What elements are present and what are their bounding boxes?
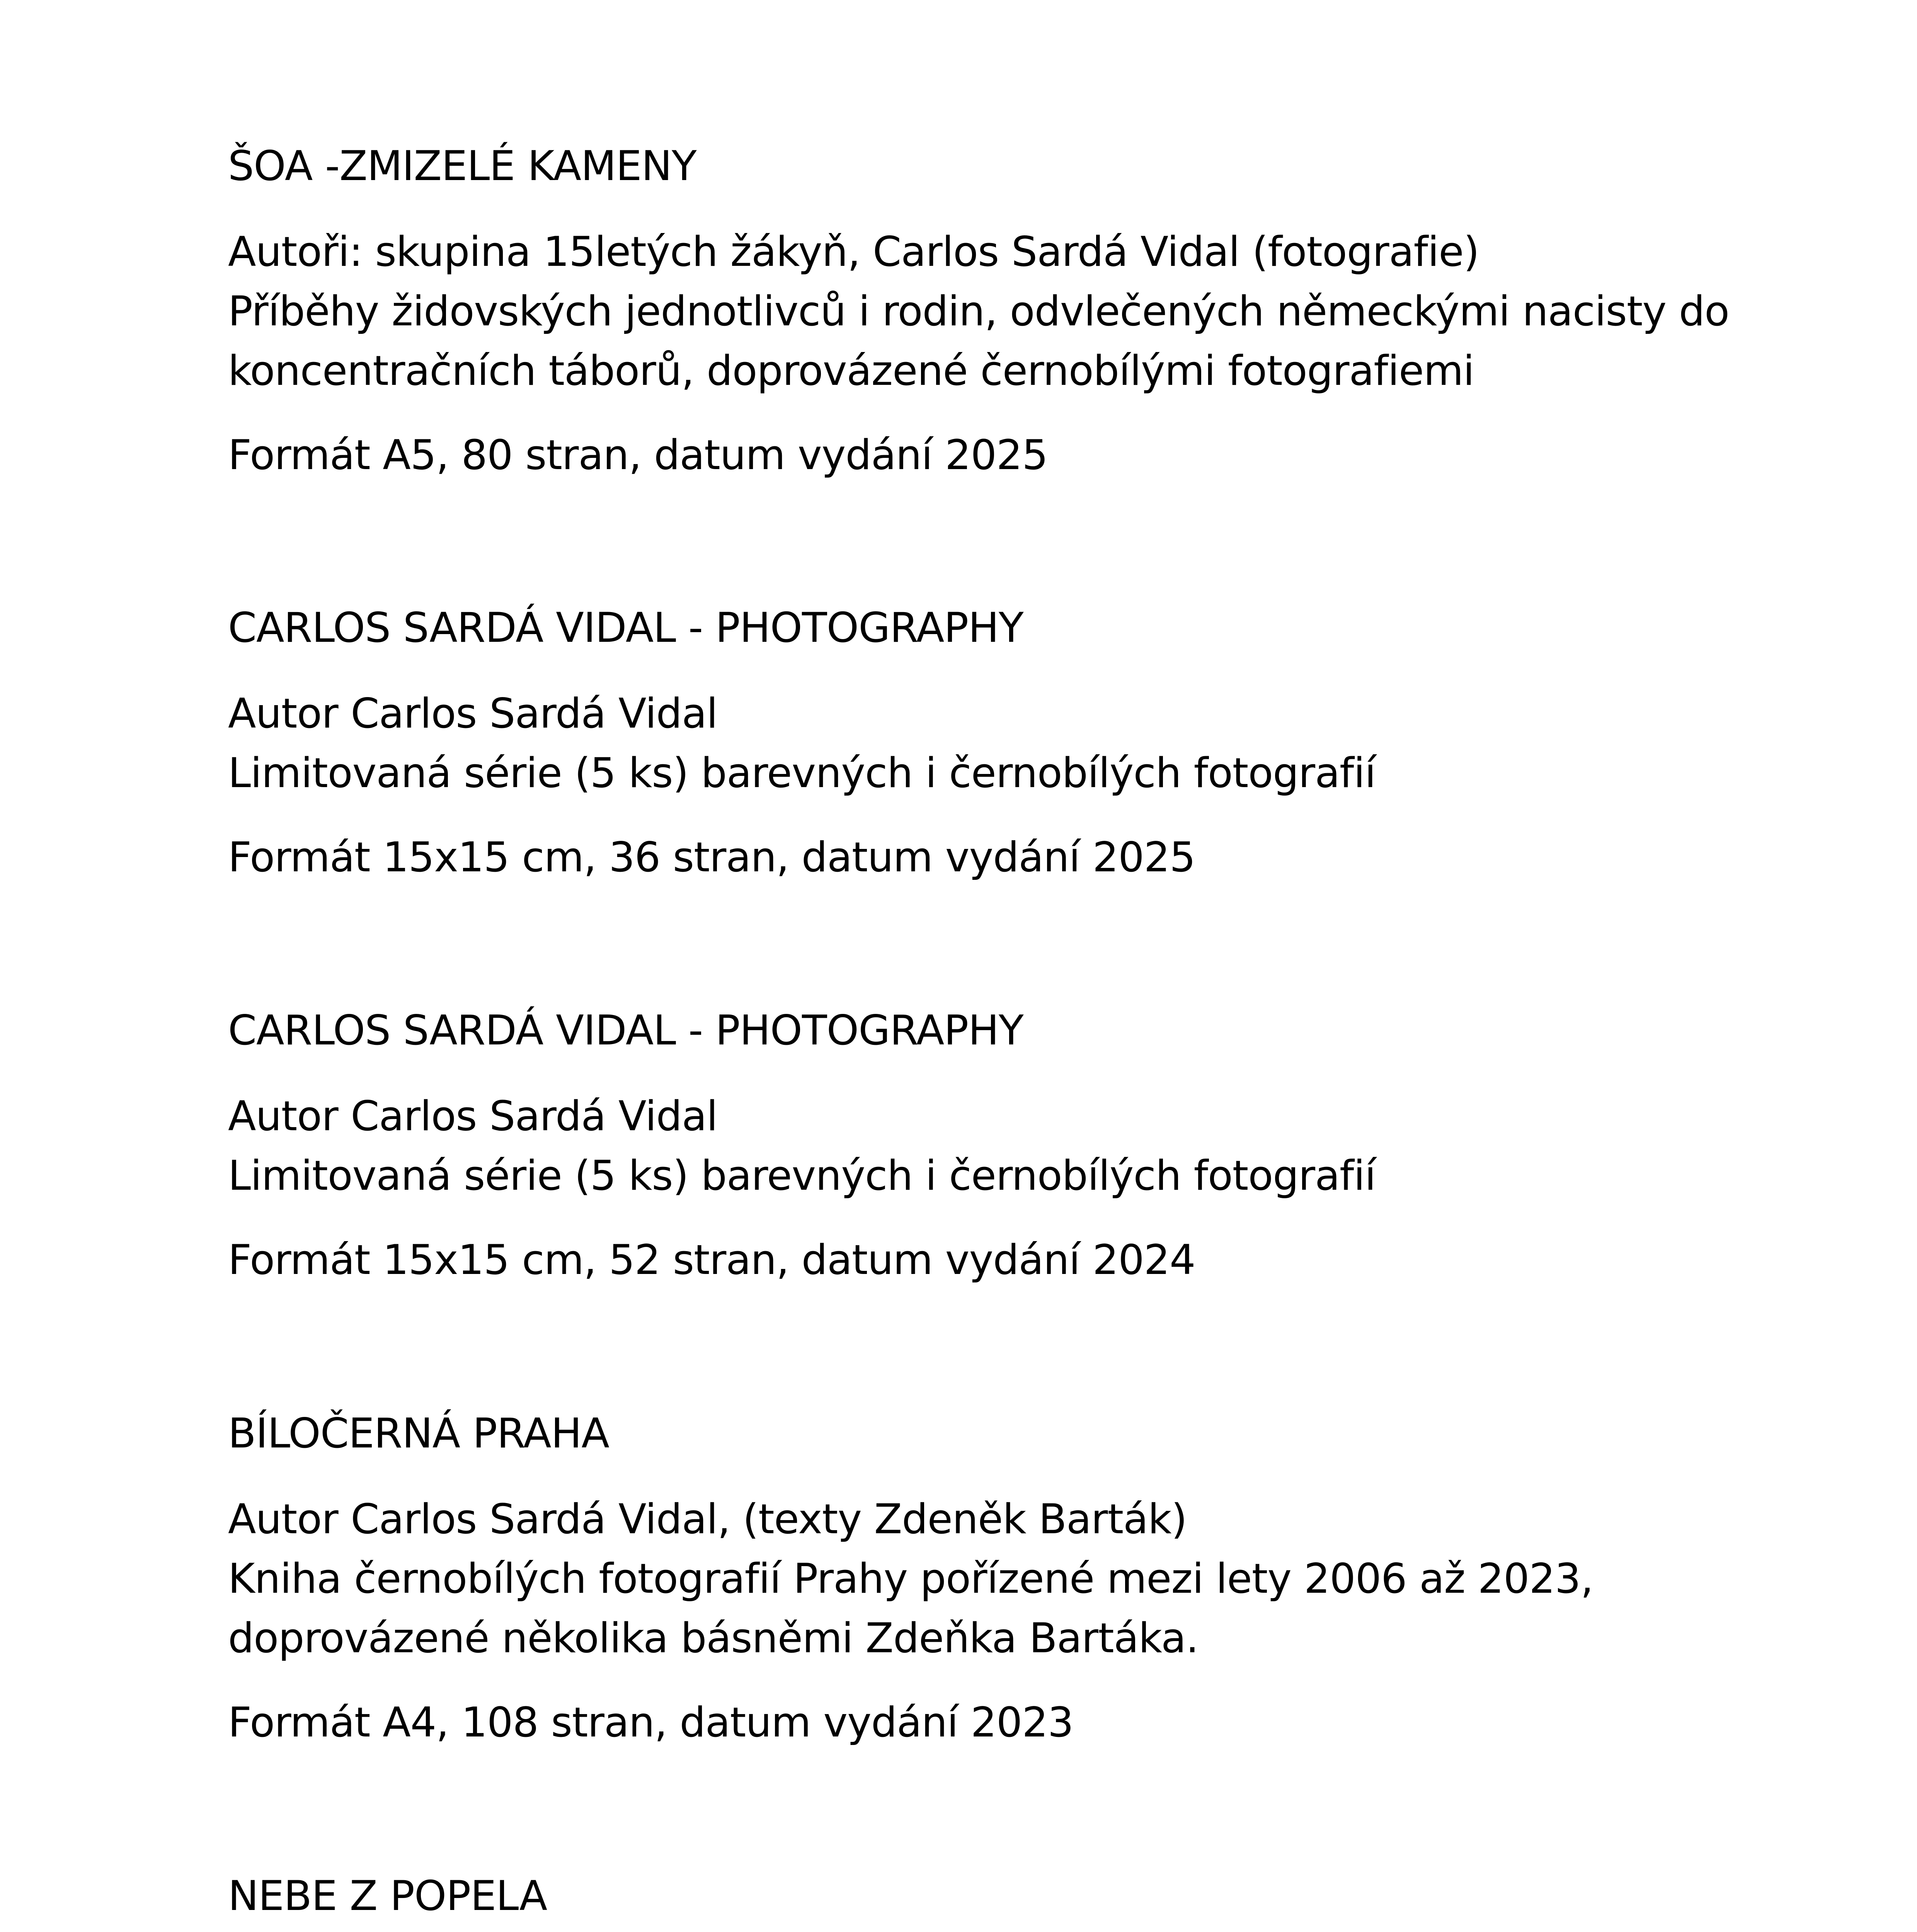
publication-description: [228, 222, 1735, 401]
publication-description-line: doprovázené několika básněmi Zdeňka Bartáka.: [228, 1614, 1199, 1662]
publication-authors: Autor Carlos Sardá Vidal: [228, 1092, 718, 1140]
publication-format: Formát A5, 80 stran, datum vydání 2025: [228, 431, 1048, 479]
publication-description-line: Kniha černobílých fotografií Prahy pořízené mezi lety 2006 až 2023,: [228, 1555, 1594, 1602]
publication-format: Formát 15x15 cm, 36 stran, datum vydání 2025: [228, 833, 1195, 881]
publication-authors: Autor Carlos Sardá Vidal, (texty Zdeněk Barták): [228, 1495, 1187, 1543]
publication-carlos-sarda-vidal-photography-2025: [228, 599, 1735, 886]
publication-title: CARLOS SARDÁ VIDAL - PHOTOGRAPHY: [228, 1007, 1023, 1054]
publication-description-line: koncentračních táborů, doprovázené černobílými fotografiemi: [228, 347, 1474, 395]
publication-description-line: Limitovaná série (5 ks) barevných i černobílých fotografií: [228, 1152, 1376, 1199]
publication-title: CARLOS SARDÁ VIDAL - PHOTOGRAPHY: [228, 604, 1023, 651]
publication-title: BÍLOČERNÁ PRAHA: [228, 1410, 609, 1457]
publication-title: ŠOA -ZMIZELÉ KAMENY: [228, 142, 696, 190]
publication-description: [228, 1087, 1735, 1206]
publication-authors: Autoři: skupina 15letých žákyň, Carlos Sardá Vidal (fotografie): [228, 228, 1479, 276]
publication-title: NEBE Z POPELA: [228, 1872, 547, 1920]
publication-soa-zmizele-kameny: [228, 137, 1735, 484]
publication-description: [228, 1490, 1735, 1668]
publication-description-line: Příběhy židovských jednotlivců i rodin, odvlečených německými nacisty do: [228, 287, 1729, 335]
publication-carlos-sarda-vidal-photography-2024: [228, 1002, 1735, 1289]
publication-format: Formát A4, 108 stran, datum vydání 2023: [228, 1699, 1074, 1746]
publication-bilocerna-praha: [228, 1405, 1735, 1752]
publication-description: [228, 684, 1735, 803]
publication-authors: Autor Carlos Sardá Vidal: [228, 690, 718, 737]
publication-format: Formát 15x15 cm, 52 stran, datum vydání 2024: [228, 1236, 1195, 1284]
publication-nebe-z-popela: [228, 1867, 1735, 1932]
publication-description-line: Limitovaná série (5 ks) barevných i černobílých fotografií: [228, 749, 1376, 797]
